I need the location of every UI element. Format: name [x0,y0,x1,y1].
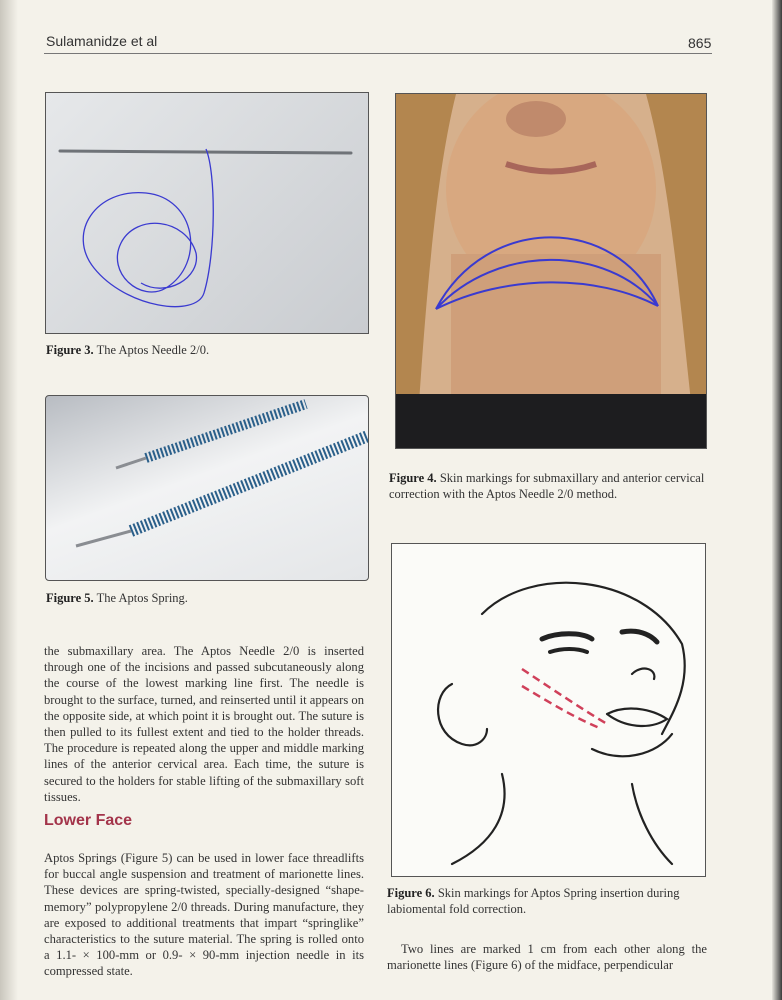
figure-3-image [45,92,369,334]
section-heading-lower-face: Lower Face [44,812,133,829]
ear [438,684,487,745]
marking-line-1 [522,669,607,724]
page-gutter-shadow [0,0,18,1000]
page-number: 865 [688,35,712,51]
eye-left [550,649,587,652]
figure-3-caption [46,342,366,358]
figure-6-caption [387,885,707,917]
running-header-author: Sulamanidze et al [46,33,158,49]
paragraph-3: Two lines are marked 1 cm from each other along the marionette lines (Figure 6) of the midface, perpendicular [387,942,707,973]
needle-shaft [60,151,351,153]
eyebrow-right [622,631,657,642]
figure-4-image [395,93,707,449]
face-drawing [392,544,705,876]
figure-4-label: Figure 4. [389,471,437,485]
figure-6-text: Skin markings for Aptos Spring insertion during labiomental fold correction. [387,886,680,916]
marking-line-2 [522,686,602,729]
needle-photo [46,93,368,333]
eyebrow-left [542,634,592,639]
spring-upper [146,404,306,458]
neck-photo [396,94,706,448]
figure-5-image [45,395,369,581]
lips-drawing [607,709,667,726]
figure-3-label: Figure 3. [46,343,94,357]
figure-6-image [391,543,706,877]
header-rule [44,53,712,54]
paragraph-2: Aptos Springs (Figure 5) can be used in lower face threadlifts for buccal angle suspension and treatment of marionette lines. These devices are spring-twisted, specially-designed “shape-memory” polypropylene 2/0 threads. During manufacture, they are exposed to additional treatments that impart “springlike” characteristics to the suture material. The spring is rolled onto a 1.1- × 100-mm or 0.9- × 90-mm injection needle in its compressed state. [44,851,364,979]
figure-4-text: Skin markings for submaxillary and anterior cervical correction with the Aptos Needle 2/0 method. [389,471,705,501]
needle-tip-lower [76,531,131,546]
figure-5-caption [46,590,366,606]
head-outline [482,583,685,734]
nose [506,101,566,137]
nose-drawing [632,669,654,679]
sweater-collar [396,394,706,448]
spring-photo [46,396,368,580]
neck-right [632,784,672,864]
neck-left [452,774,505,864]
page-edge [772,0,782,1000]
figure-5-label: Figure 5. [46,591,94,605]
figure-5-text: The Aptos Spring. [96,591,188,605]
neck [451,254,661,414]
figure-4-caption [389,470,709,502]
paragraph-1: the submaxillary area. The Aptos Needle 2/0 is inserted through one of the incisions and passed subcutaneously along the course of the lowest marking line first. The needle is brought to the surface, turned, and reinserted until it appears on the opposite side, at which point it is brought out. The suture is then pulled to its fullest extent and tied to the holder threads. The procedure is repeated along the upper and middle marking lines of the anterior cervical area. Each time, the suture is secured to the holders for stable lifting of the submaxillary soft tissues. [44,644,364,804]
figure-6-label: Figure 6. [387,886,435,900]
jawline [592,734,672,756]
figure-3-text: The Aptos Needle 2/0. [96,343,210,357]
needle-tip-upper [116,458,146,468]
suture-thread [83,149,213,307]
